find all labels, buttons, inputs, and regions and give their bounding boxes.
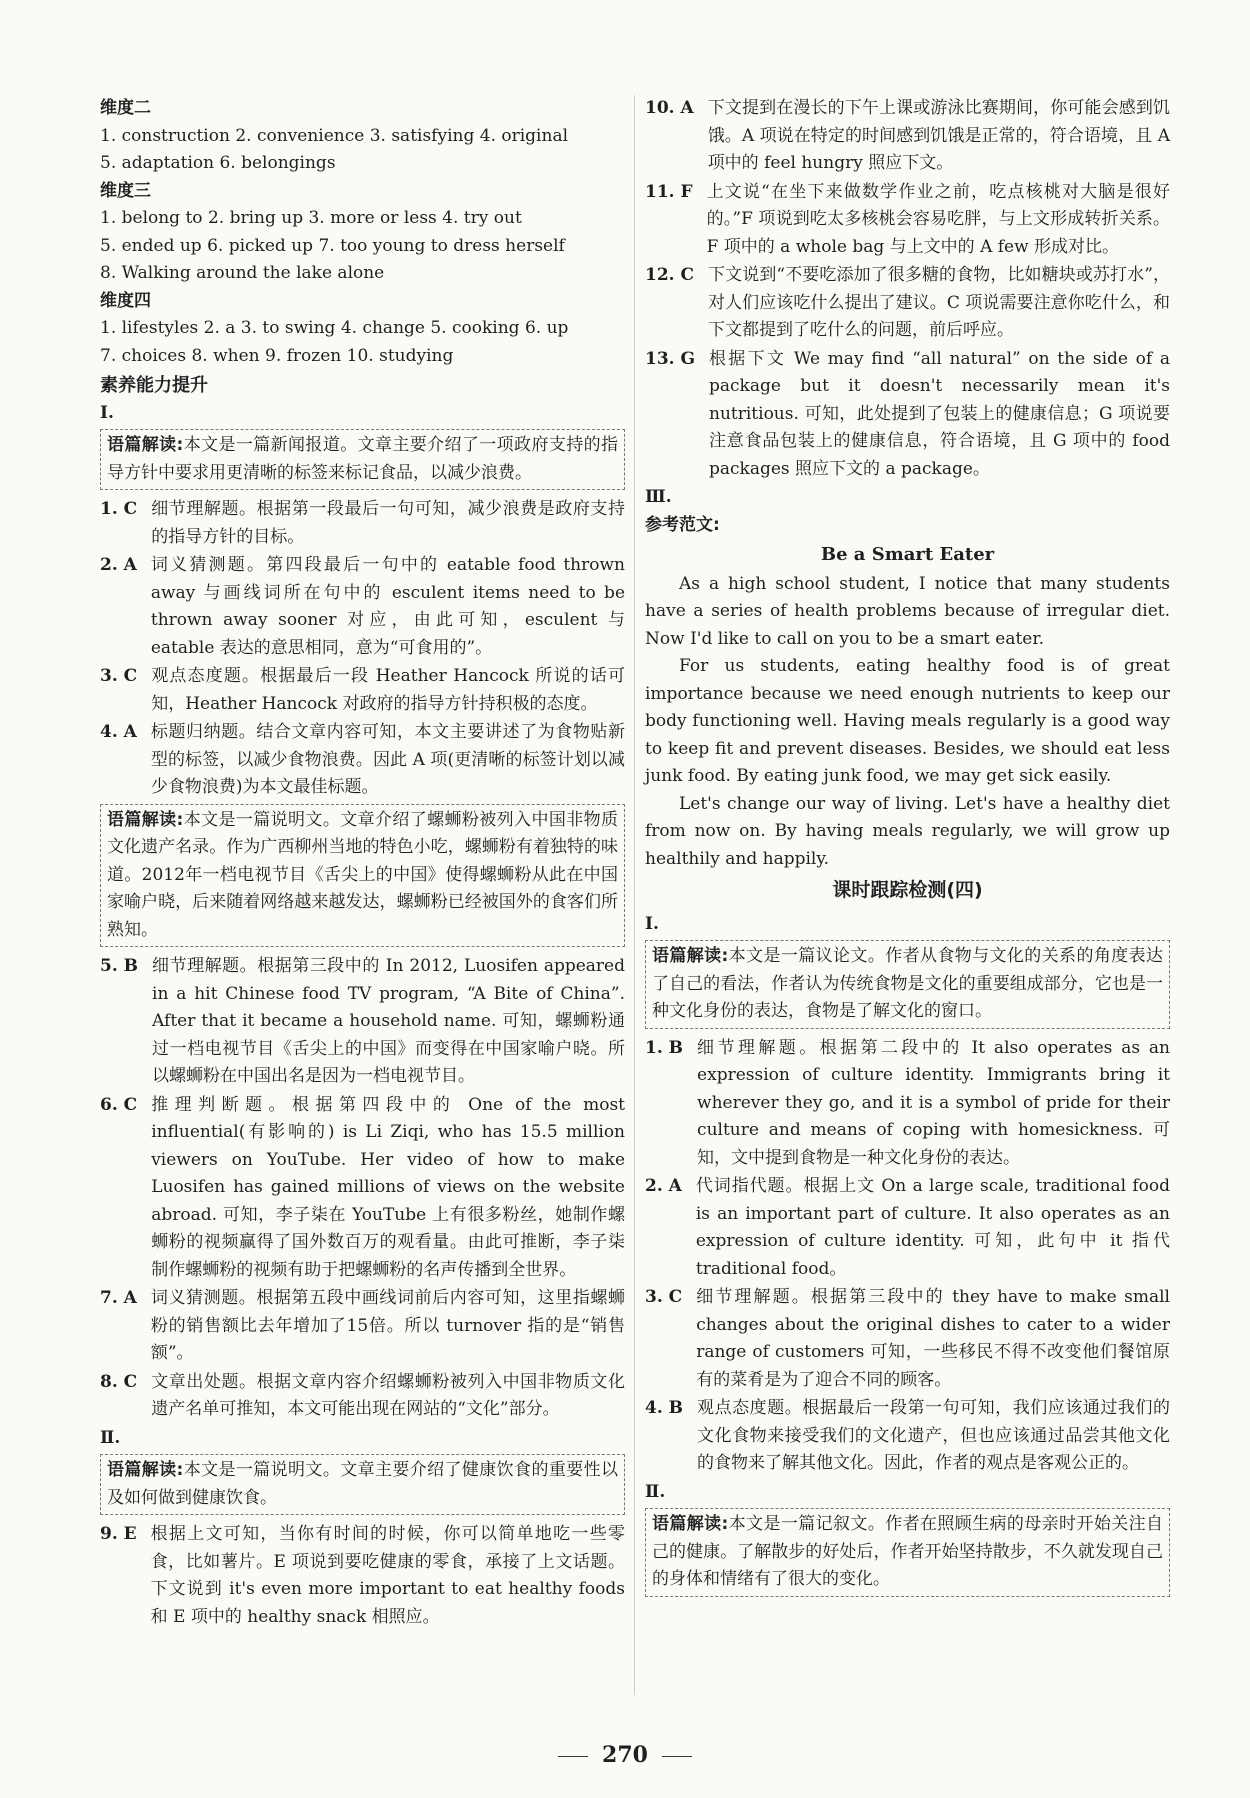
answer-text: 细节理解题。根据第二段中的 It also operates as an expression of culture identity. Immigrants bring it wherever they go, and it is a symbol of pride for their culture and means of coping with homesickness. 可知，文中提到食物是一种文化身份的表达。 — [697, 1037, 1170, 1168]
passage-analysis-box — [100, 804, 625, 948]
answer-item — [100, 1521, 625, 1631]
passage-analysis-box — [645, 1508, 1170, 1597]
answer-text: 标题归纳题。结合文章内容可知，本文主要讲述了为食物贴新型的标签，以减少食物浪费。因此 A 项(更清晰的标签计划以减少食物浪费)为本文最佳标题。 — [150, 722, 625, 797]
essay-paragraph: Let's change our way of living. Let's have a healthy diet from now on. By having meals regularly, we will grow up healthily and happily. — [645, 793, 1170, 869]
answer-number: 10. A — [645, 98, 694, 118]
answer-number: 4. A — [100, 722, 137, 742]
part-heading: Ⅰ. — [645, 913, 659, 934]
d4-line: 1. lifestyles 2. a 3. to swing 4. change 5. cooking 6. up — [100, 318, 569, 338]
answer-text: 文章出处题。根据文章内容介绍螺蛳粉被列入中国非物质文化遗产名单可推知，本文可能出现在网站的“文化”部分。 — [151, 1371, 625, 1419]
box-text: 本文是一篇新闻报道。文章主要介绍了一项政府支持的指导方针中要求用更清晰的标签来标记食品，以减少浪费。 — [107, 435, 618, 483]
box-text: 本文是一篇记叙文。作者在照顾生病的母亲时开始关注自己的健康。了解散步的好处后，作者开始坚持散步，不久就发现自己的身体和情绪有了很大的变化。 — [652, 1514, 1163, 1589]
answer-number: 7. A — [100, 1288, 137, 1308]
d4-title: 维度四 — [100, 290, 151, 311]
answer-text: 推理判断题。根据第四段中的 One of the most influential(有影响的) is Li Ziqi, who has 15.5 million viewers on YouTube. Her video of how to make Luosifen has gained millions of views on the website abroad. 可知，李子柒在 YouTube 上有很多粉丝，她制作螺蛳粉的视频赢得了国外数百万的观看量。由此可推断，李子柒制作螺蛳粉的视频有助于把螺蛳粉的名声传播到全世界。 — [151, 1094, 625, 1280]
answer-item — [100, 552, 625, 662]
answer-number: 2. A — [645, 1176, 682, 1196]
d3-title: 维度三 — [100, 180, 151, 201]
box-text: 本文是一篇议论文。作者从食物与文化的关系的角度表达了自己的看法，作者认为传统食物是文化的重要组成部分，它也是一种文化身份的表达，食物是了解文化的窗口。 — [652, 946, 1163, 1021]
answer-text: 上文说“在坐下来做数学作业之前，吃点核桃对大脑是很好的。”F 项说到吃太多核桃会容易吃胖，与上文形成转折关系。F 项中的 a whole bag 与上文中的 A few 形成对比。 — [706, 181, 1170, 257]
answer-text: 词义猜测题。根据第五段中画线词前后内容可知，这里指螺蛳粉的销售额比去年增加了15倍。所以 turnover 指的是“销售额”。 — [150, 1288, 625, 1363]
answer-item — [645, 1173, 1170, 1283]
answer-text: 下文说到“不要吃添加了很多糖的食物，比如糖块或苏打水”，对人们应该吃什么提出了建议。C 项说需要注意你吃什么，和下文都提到了吃什么的问题，前后呼应。 — [708, 265, 1170, 340]
answer-item — [100, 1369, 625, 1424]
answer-item — [645, 262, 1170, 345]
right-column — [645, 95, 1170, 1603]
box-label: 语篇解读: — [107, 1460, 184, 1480]
part-heading: Ⅱ. — [100, 1427, 121, 1448]
answer-text: 下文提到在漫长的下午上课或游泳比赛期间，你可能会感到饥饿。A 项说在特定的时间感到饥饿是正常的，符合语境，且 A 项中的 feel hungry 照应下文。 — [707, 98, 1170, 173]
essay-paragraph: As a high school student, I notice that many students have a series of health problems because of irregular diet. Now I'd like to call on you to be a smart eater. — [645, 573, 1170, 649]
page-number — [0, 1742, 1250, 1770]
lesson-subtitle: 课时跟踪检测(四) — [832, 879, 983, 901]
answer-number: 6. C — [100, 1094, 138, 1115]
box-text: 本文是一篇说明文。文章主要介绍了健康饮食的重要性以及如何做到健康饮食。 — [107, 1460, 618, 1508]
answer-item — [645, 1035, 1170, 1173]
part-heading: Ⅱ. — [645, 1481, 666, 1502]
answer-text: 细节理解题。根据第三段中的 In 2012, Luosifen appeared in a hit Chinese food TV program, “A Bite of China”. After that it became a household name. 可知，螺蛳粉通过一档电视节目《舌尖上的中国》而变得在中国家喻户晓。所以螺蛳粉在中国出名是因为一档电视节目。 — [152, 956, 625, 1086]
d2-line: 5. adaptation 6. belongings — [100, 153, 336, 173]
answer-number: 12. C — [645, 265, 695, 285]
answer-number: 3. C — [645, 1287, 683, 1307]
box-label: 语篇解读: — [652, 946, 729, 966]
passage-analysis-box — [645, 940, 1170, 1029]
answer-number: 4. B — [645, 1398, 684, 1418]
reference-essay-label: 参考范文: — [645, 514, 720, 535]
left-column — [100, 95, 625, 1632]
answer-text: 代词指代题。根据上文 On a large scale, traditional food is an important part of culture. It also operates as an expression of culture identity. 可知，此句中 it 指代 traditional food。 — [695, 1176, 1170, 1279]
box-label: 语篇解读: — [652, 1514, 729, 1534]
answer-item — [645, 346, 1170, 484]
section-title: 素养能力提升 — [100, 375, 208, 396]
answer-number: 9. E — [100, 1524, 137, 1544]
d2-line: 1. construction 2. convenience 3. satisfying 4. original — [100, 125, 569, 146]
answer-number: 13. G — [645, 348, 696, 369]
part-heading: Ⅲ. — [645, 487, 672, 507]
passage-analysis-box — [100, 1454, 625, 1515]
answer-text: 细节理解题。根据第一段最后一句可知，减少浪费是政府支持的指导方针的目标。 — [151, 499, 625, 547]
answer-number: 1. B — [645, 1037, 684, 1058]
essay-title: Be a Smart Eater — [820, 544, 995, 565]
d3-line: 5. ended up 6. picked up 7. too young to dress herself — [100, 235, 565, 256]
answer-number: 11. F — [645, 181, 693, 202]
answer-text: 根据上文可知，当你有时间的时候，你可以简单地吃一些零食，比如薯片。E 项说到要吃健康的零食，承接了上文话题。下文说到 it's even more important to eat healthy foods 和 E 项中的 healthy snack 相照应。 — [150, 1524, 625, 1627]
answer-number: 5. B — [100, 956, 139, 976]
answer-text: 观点态度题。根据最后一段第一句可知，我们应该通过我们的文化食物来接受我们的文化遗产，但也应该通过品尝其他文化的食物来了解其他文化。因此，作者的观点是客观公正的。 — [697, 1398, 1170, 1473]
d3-line: 8. Walking around the lake alone — [100, 263, 385, 283]
essay-paragraph: For us students, eating healthy food is of great importance because we need enough nutrients to keep our body functioning well. Having meals regularly is a good way to keep fit and prevent diseases. Besides, we should eat less junk food. By eating junk food, we may get sick easily. — [645, 656, 1170, 786]
answer-item — [645, 95, 1170, 178]
part-heading: Ⅰ. — [100, 402, 114, 423]
answer-text: 观点态度题。根据最后一段 Heather Hancock 所说的话可知，Heather Hancock 对政府的指导方针持积极的态度。 — [151, 666, 625, 714]
answer-number: 1. C — [100, 499, 138, 519]
answer-item — [100, 1092, 625, 1285]
answer-item — [100, 719, 625, 802]
answer-item — [100, 496, 625, 551]
column-divider — [634, 95, 635, 1695]
answer-number: 8. C — [100, 1371, 138, 1392]
box-label: 语篇解读: — [107, 809, 184, 830]
answer-item — [100, 663, 625, 718]
passage-analysis-box — [100, 429, 625, 490]
answer-item — [645, 1395, 1170, 1478]
answer-item — [645, 179, 1170, 262]
d3-line: 1. belong to 2. bring up 3. more or less 4. try out — [100, 208, 522, 228]
d4-line: 7. choices 8. when 9. frozen 10. studying — [100, 345, 454, 366]
answer-item — [645, 1284, 1170, 1394]
page-number-text: 270 — [544, 1742, 706, 1768]
answer-number: 3. C — [100, 666, 138, 686]
d2-title: 维度二 — [100, 98, 151, 118]
answer-text: 词义猜测题。第四段最后一句中的 eatable food thrown away 与画线词所在句中的 esculent items need to be thrown away sooner 对应，由此可知，esculent 与 eatable 表达的意思相同，意为“可食用的”。 — [150, 555, 625, 658]
answer-item — [100, 1285, 625, 1368]
box-text: 本文是一篇说明文。文章介绍了螺蛳粉被列入中国非物质文化遗产名录。作为广西柳州当地的特色小吃，螺蛳粉有着独特的味道。2012年一档电视节目《舌尖上的中国》使得螺蛳粉从此在中国家喻户晓，后来随着网络越来越发达，螺蛳粉已经被国外的食客们所熟知。 — [107, 809, 618, 940]
answer-item — [100, 953, 625, 1091]
box-label: 语篇解读: — [107, 435, 184, 455]
answer-text: 根据下文 We may find “all natural” on the side of a package but it doesn't necessarily mean it's nutritious. 可知，此处提到了包装上的健康信息；G 项说要注意食品包装上的健康信息，符合语境，且 G 项中的 food packages 照应下文的 a package。 — [709, 348, 1170, 479]
answer-text: 细节理解题。根据第三段中的 they have to make small changes about the original dishes to cater to a wider range of customers 可知，一些移民不得不改变他们餐馆原有的菜肴是为了迎合不同的顾客。 — [696, 1287, 1170, 1390]
answer-number: 2. A — [100, 555, 137, 575]
